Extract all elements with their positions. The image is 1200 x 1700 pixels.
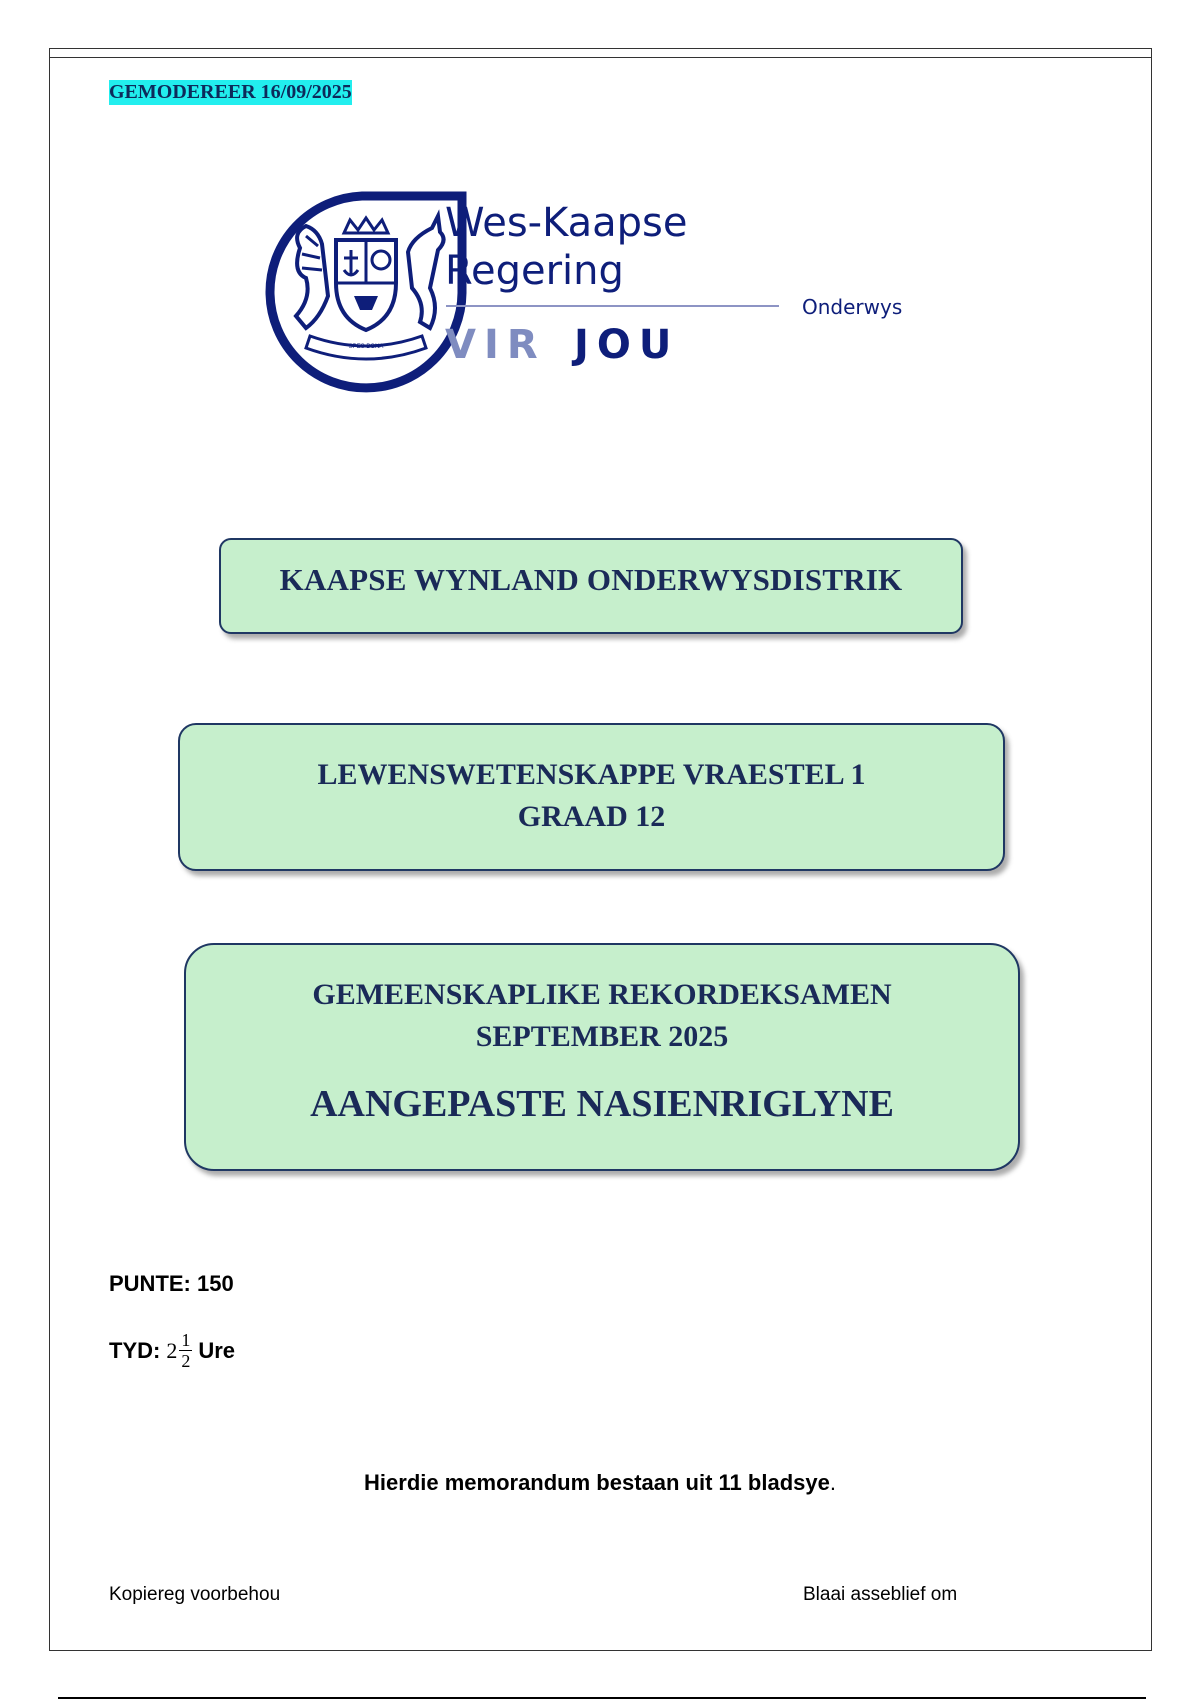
logo-tagline-vir: VIR [445,322,546,368]
logo-tagline-jou: JOU [574,322,680,368]
memo-text: Hierdie memorandum bestaan uit 11 bladsye [364,1470,830,1495]
time-unit: Ure [198,1337,236,1363]
subject-title: LEWENSWETENSKAPPE VRAESTEL 1 [317,758,866,791]
guidelines-heading: AANGEPASTE NASIENRIGLYNE [310,1083,894,1125]
memo-period: . [829,1470,836,1495]
time-numerator: 1 [181,1330,191,1350]
logo-department: Onderwys [802,295,903,319]
moderated-stamp: GEMODEREER 16/09/2025 [109,81,352,103]
bottom-rule [58,1697,1146,1699]
logo-line2: Regering [445,248,624,294]
exam-title: GEMEENSKAPLIKE REKORDEKSAMEN [312,978,892,1011]
grade-title: GRAAD 12 [517,800,666,833]
time-fraction [179,1330,192,1371]
exam-box [184,943,1020,1171]
district-box [219,538,963,634]
memo-note [0,1470,1200,1496]
subject-box [178,723,1005,871]
copyright-footer: Kopiereg voorbehou [109,1584,281,1605]
svg-text:SPES BONA: SPES BONA [348,344,384,350]
time-prefix: TYD: [109,1337,161,1363]
time-denominator: 2 [181,1351,191,1371]
district-title: KAAPSE WYNLAND ONDERWYSDISTRIK [279,562,903,597]
coat-of-arms-icon [270,196,462,388]
exam-date: SEPTEMBER 2025 [475,1020,729,1053]
time-whole: 2 [166,1337,178,1363]
wcg-logo [262,188,922,393]
marks-label: PUNTE: 150 [109,1271,234,1296]
time-label [109,1330,235,1371]
turn-page-footer: Blaai asseblief om [803,1584,958,1605]
logo-line1: Wes-Kaapse [445,200,688,246]
frame-top-rule [49,57,1152,58]
